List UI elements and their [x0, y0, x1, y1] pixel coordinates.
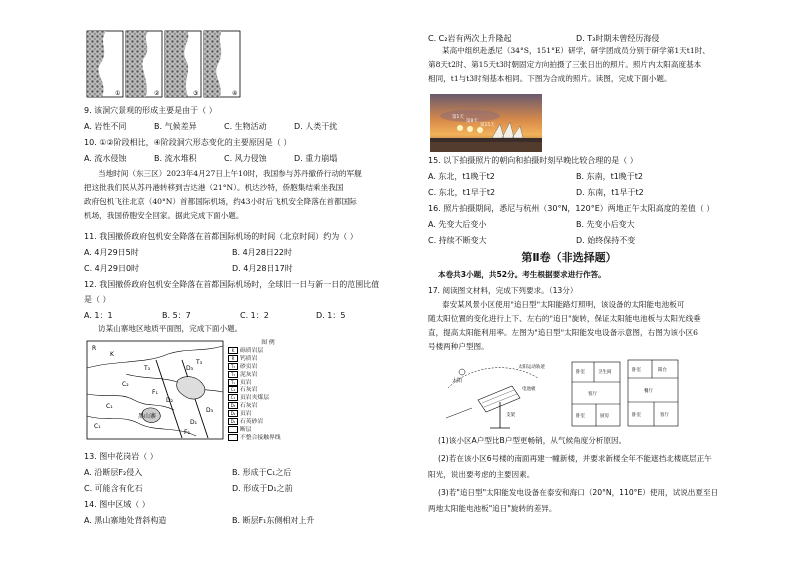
diagram-label-panel: 电池板 [522, 387, 536, 392]
question-12-cont: 是（ ） [84, 295, 111, 304]
photo-caption-day8: 第8天 [466, 119, 478, 124]
legend-swatch: D₃ [228, 402, 238, 409]
q13-option-a[interactable]: A. 沿断层F₂侵入 [84, 468, 143, 477]
passage-line: 随太阳位置的变化进行上下、左右的"追日"旋转，保证太阳能电池板与太阳光线垂 [428, 314, 701, 323]
legend-swatch: D₁ [228, 418, 238, 425]
passage-evacuation [84, 167, 362, 223]
map-label-d3: D₃ [206, 407, 214, 414]
room-label: 阳台 [658, 368, 667, 373]
cave-panel-1 [87, 31, 123, 97]
legend-item [228, 347, 308, 355]
passage-line: 号楼两种户型图。 [428, 342, 489, 351]
geologic-map [86, 340, 224, 440]
map-label-r: R [92, 345, 97, 352]
legend-text: 砂页岩 [240, 363, 258, 370]
sub-question-3-cont: 两地太阳能电池板"追日"旋转的差异。 [428, 504, 557, 513]
q15-option-d[interactable]: D. 东南，t1早于t2 [576, 188, 644, 197]
legend-item [228, 386, 308, 394]
q16-option-d[interactable]: D. 始终保持不变 [576, 236, 636, 245]
map-label-t3: T₃ [196, 359, 203, 366]
question-9: 9. 该洞穴景观的形成主要是由于（ ） [84, 106, 217, 115]
cave-panel-label-2: ② [154, 90, 160, 97]
q16-option-c[interactable]: C. 持续不断变大 [428, 236, 487, 245]
passage-line: 把这批我们民从苏丹港转移到吉达港（21°N）。机达沙特，侨胞集结乘坐我国 [84, 183, 344, 192]
room-label: 卧室 [576, 414, 585, 419]
room-label: 餐厅 [644, 389, 653, 394]
legend-item [228, 394, 308, 402]
sub-question-3: (3)若"追日型"太阳能发电设备在泰安和海口（20°N，110°E）使用，试说出夏至日 [438, 488, 719, 497]
legend-item [228, 355, 308, 363]
sub-question-2-cont: 阳光，说出要考虑的主要因素。 [428, 470, 535, 479]
legend-text: 页岩 [240, 411, 252, 418]
question-10: 10. ①②阶段相比，④阶段洞穴形态变化的主要原因是（ ） [84, 138, 292, 147]
room-label: 卧室 [576, 370, 585, 375]
map-label-k: K [110, 351, 114, 358]
question-15: 15. 以下拍摄照片的朝向和拍摄时刻早晚比较合理的是（ ） [428, 156, 638, 165]
map-label-d1: D₁ [190, 419, 198, 426]
legend-text: 钙质岩 [240, 355, 258, 362]
legend-text: 石灰岩 [240, 403, 258, 410]
section-title: 第Ⅱ卷（非选择题） [521, 251, 617, 264]
cave-panel-label-3: ③ [193, 90, 199, 97]
q9-option-b[interactable]: B. 气候差异 [154, 122, 197, 131]
map-label-f1: F₁ [152, 389, 158, 396]
photo-caption-day15: 第15天 [480, 123, 495, 128]
solar-tracker-diagram [442, 358, 562, 432]
q13-option-d[interactable]: D. 形成于D₁之前 [232, 484, 293, 493]
legend-item [228, 402, 308, 410]
legend-item [228, 371, 308, 379]
legend-text: 页岩 [240, 379, 252, 386]
legend-swatch [228, 426, 238, 433]
passage-line: 某高中组织赴悉尼（34°S，151°E）研学，研学团成员分别于研学第1天t1时、 [442, 46, 710, 55]
legend-rows [228, 347, 308, 442]
passage-solar [428, 298, 701, 354]
sub-question-2: (2)若在该小区6号楼的南面再建一幢新楼，并要求新楼全年不能遮挡北楼底层正午 [438, 454, 712, 463]
q14-option-a[interactable]: A. 黑山寨地处背斜构造 [84, 516, 167, 525]
cave-panel-3 [165, 31, 201, 97]
passage-line: 机场，我国侨胞安全回家。据此完成下面小题。 [84, 211, 244, 220]
q15-option-a[interactable]: A. 东北，t1晚于t2 [428, 172, 495, 181]
q11-option-a[interactable]: A. 4月29日5时 [84, 248, 139, 257]
legend-swatch: C₁ [228, 394, 238, 401]
passage-line: 当地时间（东三区）2023年4月27日上午10时，我国参与苏丹撤侨行动的军舰 [98, 169, 362, 178]
q14-option-b[interactable]: B. 断层F₁东侧相对上升 [232, 516, 315, 525]
legend-item [228, 434, 308, 442]
room-label: 卫生间 [598, 370, 612, 375]
q11-option-d[interactable]: D. 4月28日17时 [232, 264, 293, 273]
map-legend [228, 340, 308, 442]
q12-option-a[interactable]: A. 1：1 [84, 311, 113, 320]
cave-panel-label-1: ① [115, 90, 121, 97]
q10-option-b[interactable]: B. 流水堆积 [154, 154, 197, 163]
question-11: 11. 我国撤侨政府包机安全降落在首都国际机场的时间（北京时间）约为（ ） [84, 232, 358, 241]
room-label: 客厅 [660, 413, 669, 418]
room-label: 客厅 [588, 392, 597, 397]
q10-option-c[interactable]: C. 风力侵蚀 [224, 154, 267, 163]
q9-option-d[interactable]: D. 人类干扰 [294, 122, 338, 131]
map-label-c1: C₁ [106, 403, 113, 410]
q16-option-a[interactable]: A. 先变大后变小 [428, 220, 487, 229]
map-label-town: 黑山寨 [138, 413, 157, 420]
room-label: 卧室 [632, 413, 641, 418]
q14-option-d[interactable]: D. T₃时期未曾经历海侵 [576, 34, 660, 43]
diagram-label-track: 太阳运动轨迹 [518, 365, 545, 370]
room-label: 卧室 [632, 368, 641, 373]
passage-line: 相同，t1与t3时刻基本相同。下图为合成的照片。读图，完成下面小题。 [428, 74, 672, 83]
legend-item [228, 363, 308, 371]
map-label-f2: F₂ [184, 429, 190, 436]
legend-text: 石英砂岩 [240, 419, 264, 426]
q11-option-b[interactable]: B. 4月28日22时 [232, 248, 293, 257]
legend-swatch: D₂ [228, 410, 238, 417]
legend-text: 砾质岩层 [240, 347, 264, 354]
question-16: 16. 照片拍摄期间，悉尼与杭州（30°N，120°E）两地正午太阳高度的差值（ ） [428, 204, 715, 213]
diagram-label-sun: 太阳 [452, 378, 463, 384]
passage-line: 政府包机飞往北京（40°N）首都国际机场，约43小时后飞机安全降落在首都国际 [84, 197, 357, 206]
question-17: 17. 阅读图文材料，完成下列要求。（13分） [428, 286, 578, 295]
legend-text: 泥灰岩 [240, 371, 258, 378]
legend-swatch: R [228, 355, 238, 362]
passage-sydney [428, 44, 710, 86]
legend-item [228, 410, 308, 418]
q15-option-c[interactable]: C. 东北，t1早于t2 [428, 188, 496, 197]
map-label-d3: D₃ [186, 365, 194, 372]
q15-option-b[interactable]: B. 东南，t1晚于t2 [576, 172, 644, 181]
section-note: 本卷共3小题，共52分。考生根据要求进行作答。 [438, 270, 606, 279]
map-label-d2: D₂ [166, 397, 174, 404]
legend-text: 不整合接触界线 [240, 434, 281, 441]
q16-option-b[interactable]: B. 先变小后变大 [576, 220, 635, 229]
q12-option-b[interactable]: B. 5：7 [162, 311, 191, 320]
question-14: 14. 图中区域（ ） [84, 500, 150, 509]
legend-swatch [228, 434, 238, 441]
q9-option-c[interactable]: C. 生物活动 [224, 122, 267, 131]
q13-option-c[interactable]: C. 可能含有化石 [84, 484, 143, 493]
cave-panel-2 [126, 31, 162, 97]
cave-stages-figure [86, 30, 244, 100]
map-label-c1: C₁ [94, 423, 101, 430]
passage-line: 泰安某风景小区使用"追日型"太阳能路灯照明，该设备的太阳能电池板可 [442, 300, 685, 309]
passage-line: 第8天t2时、第15天t3时朝固定方向拍摄了三张日出的照片。照片内太阳高度基本 [428, 60, 702, 69]
floor-plans [570, 356, 680, 432]
cave-panel-4 [204, 31, 240, 97]
legend-title: 图 例 [261, 340, 275, 346]
q13-option-b[interactable]: B. 形成于C₁之后 [232, 468, 292, 477]
question-13: 13. 图中花岗岩（ ） [84, 452, 158, 461]
question-12: 12. 我国撤侨政府包机安全降落在首都国际机场时，全球旧一日与新一日的范围比值 [84, 280, 380, 289]
q12-option-d[interactable]: D. 1：5 [316, 311, 346, 320]
legend-item [228, 418, 308, 426]
legend-swatch: C₂ [228, 386, 238, 393]
map-label-c2: C₂ [122, 381, 129, 388]
passage-line: 直，提高太阳能利用率。左图为"追日型"太阳能发电设备示意图，右图为该小区6 [428, 328, 699, 337]
cave-panel-label-4: ④ [232, 90, 238, 97]
q12-option-c[interactable]: C. 1：2 [240, 311, 269, 320]
map-label-t3: T₃ [144, 365, 151, 372]
legend-item [228, 379, 308, 387]
legend-text: 页岩夹煤层 [240, 395, 269, 402]
legend-text: 断层 [240, 426, 252, 433]
legend-swatch: T₁ [228, 379, 238, 386]
q14-option-c[interactable]: C. C₂岩有两次上升隆起 [428, 34, 512, 43]
room-label: 厨房 [600, 414, 609, 419]
passage-line: 访某山寨地区地质平面图，完成下面小题。 [98, 324, 243, 333]
passage-geology-intro [84, 322, 242, 336]
q10-option-d[interactable]: D. 重力崩塌 [294, 154, 338, 163]
legend-swatch: T₃ [228, 371, 238, 378]
legend-text: 石灰岩 [240, 387, 258, 394]
legend-swatch: T₃ [228, 363, 238, 370]
photo-caption-day1: 第1天 [452, 115, 464, 120]
legend-swatch: K [228, 347, 238, 354]
sub-question-1: (1)该小区A户型比B户型更畅销，从气候角度分析原因。 [438, 436, 627, 445]
q10-option-a[interactable]: A. 流水侵蚀 [84, 154, 127, 163]
q9-option-a[interactable]: A. 岩性不同 [84, 122, 127, 131]
diagram-label-stand: 支架 [506, 413, 515, 418]
legend-item [228, 426, 308, 434]
q11-option-c[interactable]: C. 4月29日0时 [84, 264, 140, 273]
sunrise-photo [430, 94, 542, 152]
